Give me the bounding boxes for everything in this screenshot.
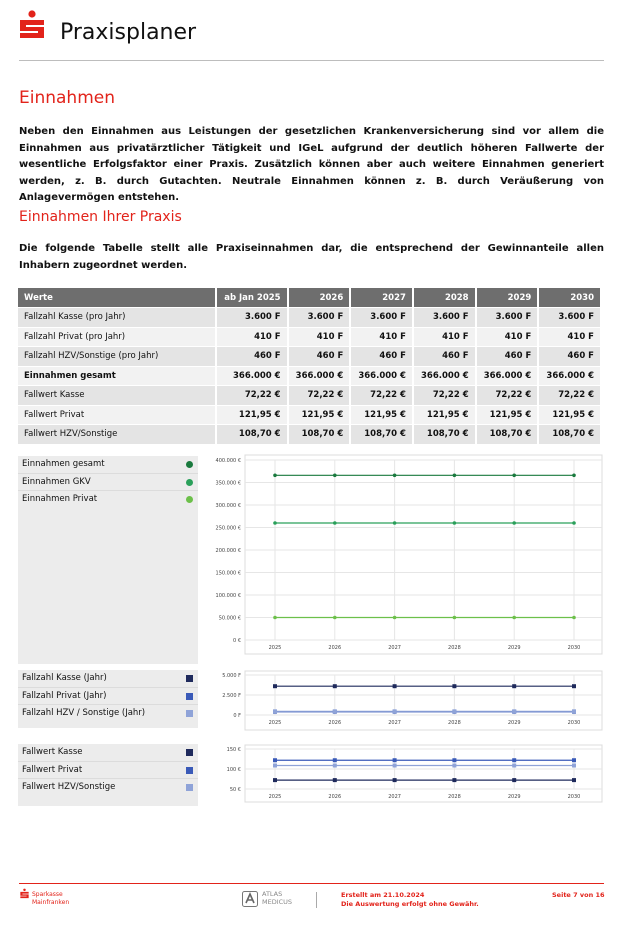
data-point bbox=[453, 521, 457, 525]
legend-marker-square-icon bbox=[186, 749, 193, 756]
footer-disclaimer: Die Auswertung erfolgt ohne Gewähr. bbox=[341, 900, 479, 908]
chart2-legend bbox=[18, 670, 198, 728]
legend-marker-square-icon bbox=[186, 693, 193, 700]
table-cell: 410 F bbox=[289, 328, 350, 347]
table-row bbox=[18, 386, 600, 405]
footer-page-number: Seite 7 von 16 bbox=[552, 891, 605, 899]
table-row-total bbox=[18, 367, 600, 386]
footer-bank-name bbox=[32, 891, 69, 907]
table-row bbox=[18, 308, 600, 327]
x-tick-label: 2025 bbox=[268, 645, 282, 651]
table-cell: 108,70 € bbox=[477, 425, 538, 444]
legend-label: Fallwert HZV/Sonstige bbox=[22, 782, 116, 792]
y-tick-label: 400.000 € bbox=[215, 458, 241, 464]
y-tick-label: 50.000 € bbox=[218, 615, 241, 622]
legend-item bbox=[18, 456, 198, 474]
legend-label: Einnahmen gesamt bbox=[22, 459, 105, 469]
x-tick-label: 2027 bbox=[388, 720, 401, 726]
table-row bbox=[18, 406, 600, 425]
table-cell: 460 F bbox=[351, 347, 412, 366]
data-point bbox=[393, 778, 397, 782]
row-label: Fallwert Kasse bbox=[18, 386, 215, 405]
income-line-chart bbox=[200, 454, 606, 656]
footer-divider bbox=[19, 883, 604, 884]
table-cell: 3.600 F bbox=[217, 308, 287, 327]
table-cell: 3.600 F bbox=[477, 308, 538, 327]
table-cell: 3.600 F bbox=[351, 308, 412, 327]
table-cell: 410 F bbox=[414, 328, 475, 347]
legend-label: Fallzahl Kasse (Jahr) bbox=[22, 673, 107, 683]
chart1-legend bbox=[18, 456, 198, 664]
legend-label: Einnahmen Privat bbox=[22, 494, 98, 504]
col-header-2030: 2030 bbox=[539, 288, 600, 307]
table-cell: 3.600 F bbox=[414, 308, 475, 327]
table-cell: 366.000 € bbox=[539, 367, 600, 386]
x-tick-label: 2026 bbox=[328, 645, 342, 651]
x-tick-label: 2028 bbox=[448, 645, 461, 651]
data-point bbox=[452, 684, 456, 688]
table-row bbox=[18, 328, 600, 347]
data-point bbox=[333, 474, 337, 478]
data-point bbox=[333, 758, 337, 762]
data-point bbox=[572, 709, 576, 713]
intro-paragraph: Neben den Einnahmen aus Leistungen der gesetzlichen Krankenversicherung sind vor allem die Einnahmen aus privatärztlicher Tätigkeit und IGeL aufgrund der deutlich höheren Fallwerte der wesentliche Erfolgsfaktor einer Praxis. Zusätzlich können aber auch weitere Einnahmen generiert werden, z. B. durch Gutachten. Neutrale Einnahmen können z. B. durch Veräußerung von Anlagevermögen entstehen. bbox=[19, 126, 604, 203]
table-intro-paragraph: Die folgende Tabelle stellt alle Praxiseinnahmen dar, die entsprechend der Gewinnanteile allen Inhabern zugeordnet werden. bbox=[19, 243, 604, 271]
legend-item bbox=[18, 670, 198, 688]
table-cell: 460 F bbox=[217, 347, 287, 366]
data-point bbox=[273, 709, 277, 713]
table-cell: 410 F bbox=[477, 328, 538, 347]
data-point bbox=[333, 521, 337, 525]
data-point bbox=[572, 778, 576, 782]
table-cell: 366.000 € bbox=[477, 367, 538, 386]
data-point bbox=[453, 474, 457, 478]
data-point bbox=[512, 758, 516, 762]
data-point bbox=[393, 764, 397, 768]
data-point bbox=[512, 764, 516, 768]
y-tick-label: 200.000 € bbox=[215, 548, 241, 554]
x-tick-label: 2026 bbox=[328, 720, 342, 726]
legend-label: Fallzahl Privat (Jahr) bbox=[22, 690, 107, 701]
sparkasse-logo-icon bbox=[19, 10, 45, 42]
row-label: Fallzahl Privat (pro Jahr) bbox=[18, 328, 215, 347]
data-point bbox=[512, 709, 516, 713]
app-title: Praxisplaner bbox=[60, 20, 197, 45]
col-header-2026: 2026 bbox=[289, 288, 350, 307]
y-tick-label: 100 € bbox=[226, 767, 241, 773]
row-label: Fallzahl HZV/Sonstige (pro Jahr) bbox=[18, 347, 215, 366]
data-point bbox=[572, 684, 576, 688]
col-header-2028: 2028 bbox=[414, 288, 475, 307]
legend-marker-circle-icon bbox=[186, 461, 193, 468]
table-cell: 460 F bbox=[414, 347, 475, 366]
data-point bbox=[572, 474, 576, 478]
table-cell: 72,22 € bbox=[217, 386, 287, 405]
data-point bbox=[512, 684, 516, 688]
table-header-row bbox=[18, 288, 600, 307]
data-point bbox=[393, 616, 397, 620]
y-tick-label: 300.000 € bbox=[215, 503, 241, 509]
data-point bbox=[572, 616, 576, 620]
row-label: Fallwert HZV/Sonstige bbox=[18, 425, 215, 444]
table-row bbox=[18, 347, 600, 366]
data-point bbox=[393, 521, 397, 525]
data-point bbox=[452, 764, 456, 768]
y-tick-label: 50 € bbox=[229, 787, 241, 793]
table-cell: 121,95 € bbox=[539, 406, 600, 425]
sparkasse-logo-small-icon bbox=[20, 888, 29, 900]
table-cell: 410 F bbox=[351, 328, 412, 347]
data-point bbox=[512, 616, 516, 620]
data-point bbox=[273, 474, 277, 478]
row-label: Fallwert Privat bbox=[18, 406, 215, 425]
atlas-medicus-logo-icon bbox=[242, 891, 258, 907]
legend-marker-circle-icon bbox=[186, 496, 193, 503]
col-header-werte: Werte bbox=[18, 288, 215, 307]
y-tick-label: 2.500 F bbox=[222, 693, 241, 699]
table-cell: 121,95 € bbox=[351, 406, 412, 425]
x-tick-label: 2025 bbox=[268, 794, 282, 800]
table-cell: 72,22 € bbox=[289, 386, 350, 405]
y-tick-label: 0 € bbox=[233, 638, 241, 644]
legend-label: Einnahmen GKV bbox=[22, 476, 91, 487]
footer-atlas-line2: MEDICUS bbox=[262, 898, 293, 906]
row-label: Einnahmen gesamt bbox=[18, 367, 215, 386]
legend-item bbox=[18, 762, 198, 780]
table-cell: 366.000 € bbox=[351, 367, 412, 386]
footer-created-info bbox=[341, 891, 479, 909]
table-cell: 121,95 € bbox=[289, 406, 350, 425]
col-header-2025: ab Jan 2025 bbox=[217, 288, 287, 307]
table-cell: 121,95 € bbox=[217, 406, 287, 425]
table-cell: 108,70 € bbox=[217, 425, 287, 444]
table-cell: 366.000 € bbox=[289, 367, 350, 386]
legend-item bbox=[18, 474, 198, 492]
table-cell: 108,70 € bbox=[289, 425, 350, 444]
y-tick-label: 100.000 € bbox=[215, 593, 241, 599]
legend-item bbox=[18, 744, 198, 762]
page-title: Einnahmen bbox=[19, 88, 115, 108]
data-point bbox=[273, 616, 277, 620]
chart-frame bbox=[245, 671, 602, 730]
data-point bbox=[273, 758, 277, 762]
legend-item bbox=[18, 688, 198, 706]
footer-separator bbox=[316, 892, 317, 908]
data-point bbox=[333, 778, 337, 782]
data-point bbox=[393, 684, 397, 688]
header-divider bbox=[19, 60, 604, 61]
table-cell: 108,70 € bbox=[539, 425, 600, 444]
table-cell: 460 F bbox=[289, 347, 350, 366]
y-tick-label: 350.000 € bbox=[215, 480, 241, 487]
table-cell: 108,70 € bbox=[414, 425, 475, 444]
data-point bbox=[572, 764, 576, 768]
table-cell: 72,22 € bbox=[351, 386, 412, 405]
legend-label: Fallwert Privat bbox=[22, 764, 83, 775]
data-point bbox=[512, 778, 516, 782]
y-tick-label: 150 € bbox=[226, 747, 241, 753]
table-cell: 72,22 € bbox=[477, 386, 538, 405]
data-point bbox=[273, 684, 277, 688]
legend-label: Fallzahl HZV / Sonstige (Jahr) bbox=[22, 708, 146, 718]
footer-created-date: Erstellt am 21.10.2024 bbox=[341, 891, 425, 899]
data-point bbox=[512, 474, 516, 478]
chart-frame bbox=[245, 745, 602, 802]
footer-bank-line1: Sparkasse bbox=[32, 891, 63, 898]
x-tick-label: 2030 bbox=[567, 720, 581, 726]
data-point bbox=[512, 521, 516, 525]
data-point bbox=[452, 709, 456, 713]
x-tick-label: 2027 bbox=[388, 645, 401, 651]
data-point bbox=[452, 778, 456, 782]
table-cell: 366.000 € bbox=[217, 367, 287, 386]
case-value-line-chart bbox=[200, 744, 606, 804]
legend-item bbox=[18, 491, 198, 508]
legend-item bbox=[18, 779, 198, 796]
x-tick-label: 2028 bbox=[448, 794, 461, 800]
data-point bbox=[333, 709, 337, 713]
chart3-legend bbox=[18, 744, 198, 806]
y-tick-label: 5.000 F bbox=[222, 673, 241, 679]
data-point bbox=[393, 474, 397, 478]
table-row bbox=[18, 425, 600, 444]
legend-label: Fallwert Kasse bbox=[22, 747, 83, 757]
data-point bbox=[572, 521, 576, 525]
table-cell: 72,22 € bbox=[414, 386, 475, 405]
x-tick-label: 2025 bbox=[268, 720, 282, 726]
data-point bbox=[453, 616, 457, 620]
table-cell: 108,70 € bbox=[351, 425, 412, 444]
legend-marker-square-icon bbox=[186, 675, 193, 682]
table-cell: 410 F bbox=[539, 328, 600, 347]
legend-marker-square-icon bbox=[186, 710, 193, 717]
legend-item bbox=[18, 705, 198, 722]
table-cell: 460 F bbox=[477, 347, 538, 366]
data-point bbox=[393, 709, 397, 713]
table-cell: 121,95 € bbox=[414, 406, 475, 425]
table-cell: 3.600 F bbox=[289, 308, 350, 327]
x-tick-label: 2030 bbox=[567, 645, 581, 651]
data-point bbox=[393, 758, 397, 762]
footer-bank-line2: Mainfranken bbox=[32, 899, 70, 906]
data-point bbox=[273, 521, 277, 525]
y-tick-label: 250.000 € bbox=[215, 525, 241, 532]
chart-frame bbox=[245, 455, 602, 654]
data-point bbox=[333, 764, 337, 768]
x-tick-label: 2029 bbox=[507, 794, 521, 800]
data-point bbox=[273, 764, 277, 768]
row-label: Fallzahl Kasse (pro Jahr) bbox=[18, 308, 215, 327]
data-point bbox=[273, 778, 277, 782]
x-tick-label: 2026 bbox=[328, 794, 342, 800]
x-tick-label: 2029 bbox=[507, 720, 521, 726]
income-table bbox=[16, 287, 602, 445]
legend-marker-square-icon bbox=[186, 784, 193, 791]
col-header-2027: 2027 bbox=[351, 288, 412, 307]
section-subtitle: Einnahmen Ihrer Praxis bbox=[19, 209, 182, 225]
footer-atlas-medicus bbox=[262, 890, 292, 906]
x-tick-label: 2028 bbox=[448, 720, 461, 726]
table-cell: 72,22 € bbox=[539, 386, 600, 405]
footer-atlas-line1: ATLAS bbox=[262, 890, 283, 898]
data-point bbox=[452, 758, 456, 762]
x-tick-label: 2029 bbox=[507, 645, 521, 651]
table-cell: 121,95 € bbox=[477, 406, 538, 425]
x-tick-label: 2027 bbox=[388, 794, 401, 800]
x-tick-label: 2030 bbox=[567, 794, 581, 800]
y-tick-label: 150.000 € bbox=[215, 570, 241, 577]
col-header-2029: 2029 bbox=[477, 288, 538, 307]
data-point bbox=[333, 616, 337, 620]
data-point bbox=[333, 684, 337, 688]
table-cell: 366.000 € bbox=[414, 367, 475, 386]
data-point bbox=[572, 758, 576, 762]
legend-marker-circle-icon bbox=[186, 479, 193, 486]
y-tick-label: 0 F bbox=[233, 713, 241, 719]
table-cell: 460 F bbox=[539, 347, 600, 366]
legend-marker-square-icon bbox=[186, 767, 193, 774]
table-cell: 410 F bbox=[217, 328, 287, 347]
table-cell: 3.600 F bbox=[539, 308, 600, 327]
case-count-line-chart bbox=[200, 670, 606, 732]
